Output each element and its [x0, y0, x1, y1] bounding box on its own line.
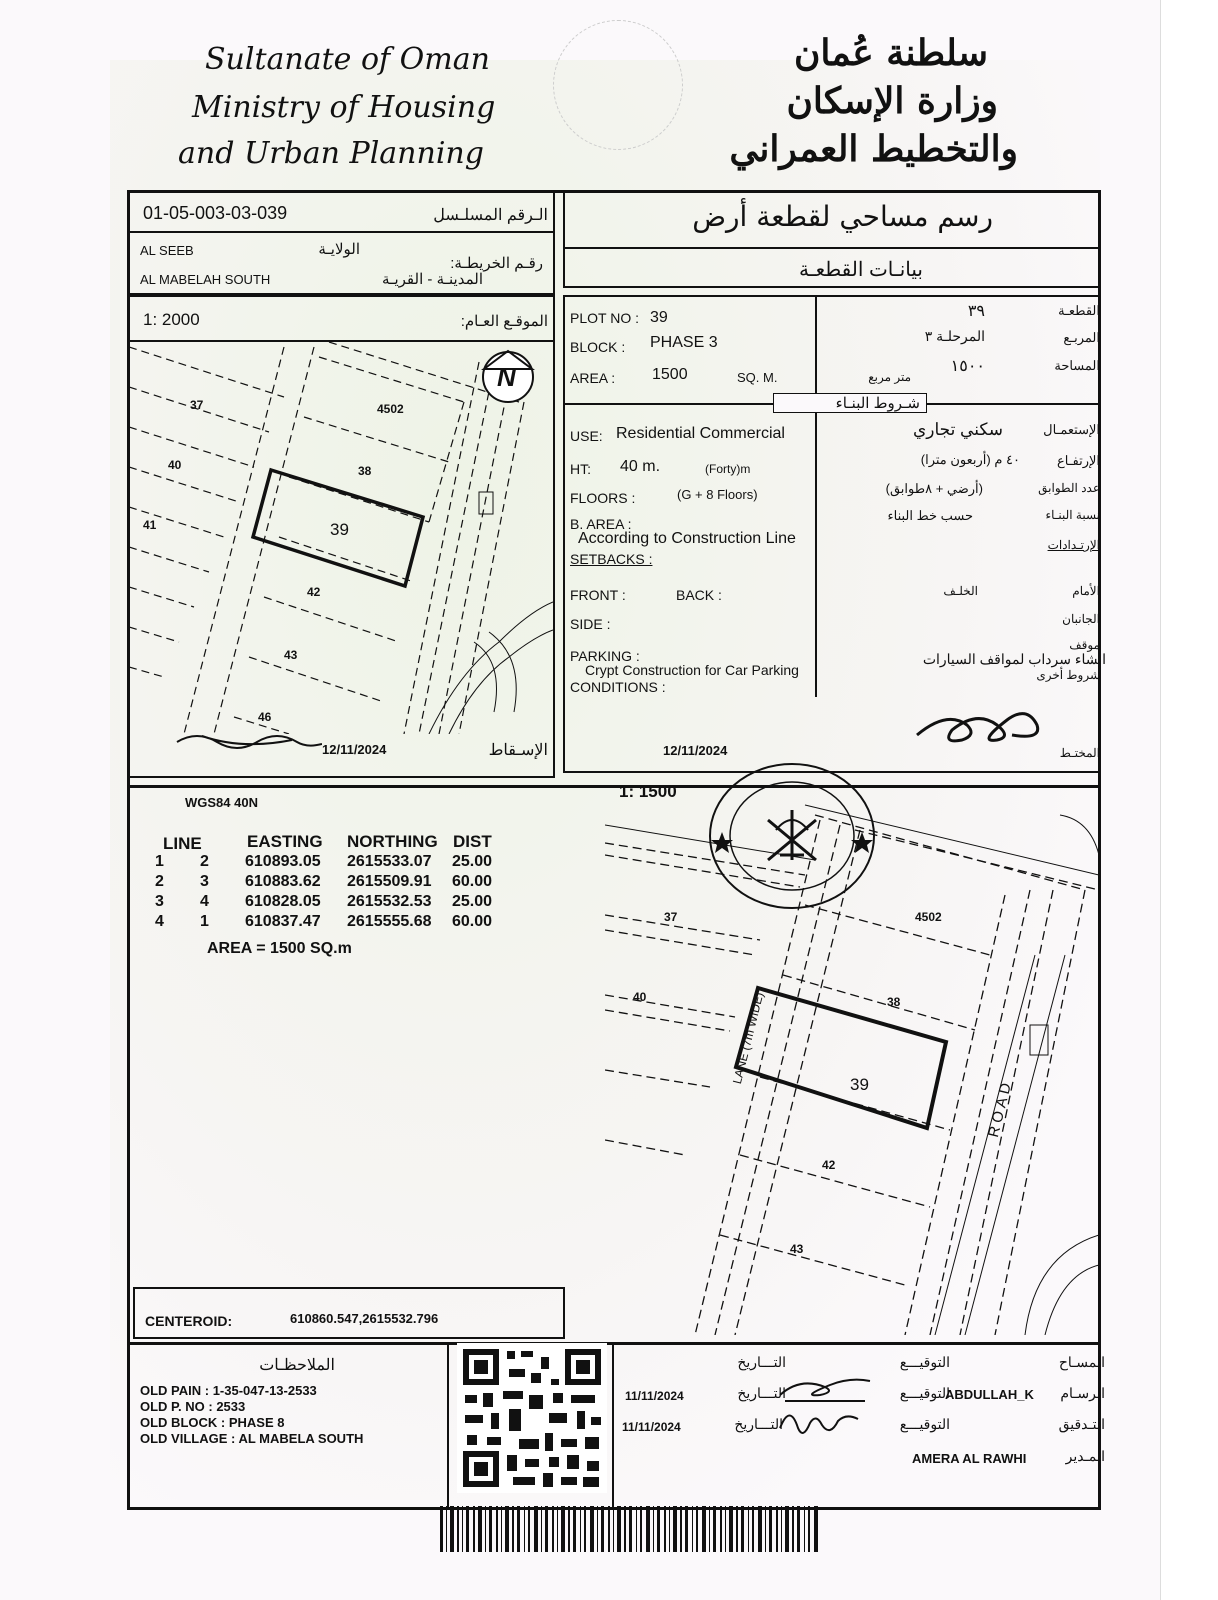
building-conditions-heading: شـروط البنـاء [773, 393, 927, 413]
location-plot-label: 37 [190, 398, 204, 412]
coord-row-from: 4 [155, 913, 164, 930]
road-label: ROAD [985, 1077, 1016, 1140]
map-number-label: رقـم الخريطـة: [450, 255, 543, 272]
planner-date: 12/11/2024 [663, 743, 728, 758]
location-plot-label: 38 [358, 464, 372, 478]
header-en-line3: and Urban Planning [178, 136, 484, 171]
director-label: المـدير [1065, 1448, 1105, 1464]
coord-row-dist: 60.00 [452, 913, 493, 930]
detail-plot-label: 40 [633, 990, 647, 1004]
header-en-line2: Ministry of Housing [192, 90, 496, 125]
signature-label: التوقيـــع [899, 1385, 950, 1401]
ar-block-label: المربـع [1063, 330, 1100, 345]
projection-date: 12/11/2024 [322, 742, 387, 757]
coord-row-from: 2 [155, 873, 164, 890]
coord-row-dist: 25.00 [452, 853, 493, 870]
column-divider [447, 1342, 449, 1510]
side-label: SIDE : [570, 616, 611, 632]
coord-row-northing: 2615555.68 [347, 913, 432, 930]
coord-area-total: AREA = 1500 SQ.m [207, 940, 352, 957]
location-plot-label: 4502 [377, 402, 404, 416]
use-label: USE: [570, 428, 603, 444]
divider [563, 247, 1101, 249]
ar-floors-label: عدد الطوابق [1038, 481, 1100, 495]
checker-date: 11/11/2024 [622, 1420, 681, 1434]
coord-row-northing: 2615532.53 [347, 893, 432, 910]
location-plot-label: 42 [307, 585, 321, 599]
header-ar-line3: والتخطيط العمراني [729, 128, 1018, 170]
coord-row-northing: 2615533.07 [347, 853, 432, 870]
built-area-value: According to Construction Line [578, 530, 796, 547]
coord-row-northing: 2615509.91 [347, 873, 432, 890]
signature-label: التوقيـــع [899, 1416, 950, 1432]
ar-front-label: الأمام [1072, 584, 1100, 598]
coord-row-to: 3 [200, 873, 209, 890]
note-line: OLD VILLAGE : AL MABELA SOUTH [140, 1431, 364, 1446]
official-stamp [706, 760, 878, 912]
ar-block-value: المرحلـة ٣ [924, 328, 985, 344]
plot-no-value: 39 [650, 309, 668, 326]
detail-map-scale: 1: 1500 [619, 782, 677, 801]
location-plot-label: 43 [284, 648, 298, 662]
plot-no-label: PLOT NO : [570, 310, 639, 326]
document-title: رسم مساحي لقطعة أرض [692, 200, 993, 233]
planner-signature [912, 700, 1062, 748]
village-label: المدينـة - القريـة [382, 271, 483, 288]
date-label: التـــاريخ [734, 1416, 783, 1432]
drafter-signature [775, 1373, 875, 1405]
area-value: 1500 [652, 366, 688, 383]
coord-header-northing: NORTHING [347, 832, 438, 851]
ar-height-value: ٤٠ م (أربعون مترا) [920, 452, 1020, 467]
director-name: AMERA AL RAWHI [912, 1451, 1027, 1466]
drafter-date: 11/11/2024 [625, 1389, 684, 1403]
qr-code [457, 1343, 607, 1493]
village-value: AL MABELAH SOUTH [140, 272, 271, 287]
floors-value: (G + 8 Floors) [677, 487, 758, 502]
general-location-label: الموقـع العـام: [460, 313, 548, 330]
projection-label: الإسـقاط [488, 742, 548, 759]
planner-label: المختـط [1059, 746, 1100, 760]
centroid-value: 610860.547,2615532.796 [290, 1311, 439, 1326]
conditions-label: CONDITIONS : [570, 679, 666, 695]
ar-area-label: المساحة [1054, 358, 1100, 373]
area-label: AREA : [570, 370, 616, 386]
height-label: HT: [570, 461, 591, 477]
ar-setbacks-label: الإرتـدادات [1047, 538, 1100, 552]
plot-data-heading: بيانـات القطعـة [798, 259, 923, 281]
note-line: OLD PAIN : 1-35-047-13-2533 [140, 1383, 317, 1398]
north-label: N [497, 362, 516, 392]
coord-row-easting: 610837.47 [245, 913, 321, 930]
coord-header-line: LINE [163, 834, 202, 853]
coord-row-to: 1 [200, 913, 209, 930]
column-divider [612, 1342, 614, 1510]
serial-number: 01-05-003-03-039 [143, 203, 288, 223]
datum-label: WGS84 40N [185, 795, 258, 810]
detail-plot-label: 43 [790, 1242, 804, 1256]
ar-area-unit: متر مربع [868, 370, 911, 384]
coord-header-easting: EASTING [247, 832, 323, 851]
coord-row-from: 1 [155, 853, 164, 870]
front-label: FRONT : [570, 587, 626, 603]
drafter-name: ABDULLAH_K [945, 1387, 1034, 1402]
parking-label: PARKING : [570, 648, 640, 664]
coord-row-to: 2 [200, 853, 209, 870]
projection-signature [172, 730, 322, 754]
block-value: PHASE 3 [650, 334, 718, 351]
ar-plot-label: القطعـة [1058, 303, 1100, 318]
ar-back-label: الخلـف [943, 584, 978, 598]
detail-plot-label-main: 39 [850, 1075, 869, 1094]
wilayat-value: AL SEEB [140, 243, 194, 258]
surveyor-label: المسـاح [1058, 1354, 1105, 1370]
location-plot-label: 41 [143, 518, 157, 532]
divider [127, 231, 555, 233]
height-value: 40 m. [620, 458, 661, 475]
serial-label: الـرقم المسلـسل [433, 207, 548, 224]
detail-plot-label: 38 [887, 995, 901, 1009]
section-divider [127, 785, 1101, 788]
ar-area-value: ١٥٠٠ [950, 358, 985, 375]
detail-plot-label: 37 [664, 910, 678, 924]
coord-row-dist: 25.00 [452, 893, 493, 910]
back-label: BACK : [676, 587, 722, 603]
header-ar-line1: سلطنة عُمان [793, 32, 988, 74]
ar-use-label: الإستعمـال [1043, 422, 1100, 437]
checker-signature [775, 1408, 865, 1438]
ar-parking-label: موقف [1069, 638, 1100, 652]
column-divider [815, 297, 817, 697]
ar-use-value: سكني تجاري [912, 420, 1003, 439]
wilayat-label: الولايـة [318, 241, 360, 258]
coord-header-dist: DIST [453, 832, 492, 851]
setbacks-label: SETBACKS : [570, 551, 653, 567]
block-label: BLOCK : [570, 339, 626, 355]
location-map-scale: 1: 2000 [143, 310, 200, 329]
coord-row-easting: 610883.62 [245, 873, 321, 890]
checker-label: التـدقيق [1058, 1416, 1105, 1432]
ar-parking-value: انشاء سرداب لمواقف السيارات [922, 651, 1106, 667]
signature-label: التوقيـــع [899, 1354, 950, 1370]
coord-row-dist: 60.00 [452, 873, 493, 890]
area-unit: SQ. M. [737, 370, 778, 385]
note-line: OLD P. NO : 2533 [140, 1399, 246, 1414]
use-value: Residential Commercial [616, 425, 785, 442]
watermark-seal [553, 20, 683, 150]
ar-conditions-label: شروط أخرى [1036, 668, 1100, 682]
barcode [440, 1506, 820, 1552]
header-en-line1: Sultanate of Oman [205, 42, 490, 77]
notes-heading: الملاحظـات [259, 1357, 335, 1374]
location-plot-label-main: 39 [330, 520, 349, 539]
location-plot-label: 46 [258, 710, 272, 724]
coord-row-easting: 610893.05 [245, 853, 321, 870]
lane-label: LANE (7m WIDE) [730, 990, 767, 1086]
location-plot-label: 40 [168, 458, 182, 472]
bottom-divider [127, 1342, 1101, 1345]
header-ar-line2: وزارة الإسكان [786, 80, 998, 122]
floors-label: FLOORS : [570, 490, 636, 506]
ar-side-label: الجانبان [1062, 612, 1100, 626]
centroid-label: CENTEROID: [145, 1313, 233, 1329]
date-label: التـــاريخ [737, 1354, 786, 1370]
drafter-label: الرسـام [1060, 1385, 1105, 1401]
coord-row-to: 4 [200, 893, 209, 910]
coord-row-easting: 610828.05 [245, 893, 321, 910]
detail-plot-label: 42 [822, 1158, 836, 1172]
detail-plot-label: 4502 [915, 910, 942, 924]
built-area-label: B. AREA : [570, 516, 632, 532]
date-label: التـــاريخ [737, 1385, 786, 1401]
ar-built-area-value: حسب خط البناء [887, 508, 973, 523]
coord-row-from: 3 [155, 893, 164, 910]
ar-built-area-label: نسبة البنـاء [1045, 508, 1100, 522]
note-line: OLD BLOCK : PHASE 8 [140, 1415, 285, 1430]
ar-plot-value: ٣٩ [967, 303, 985, 320]
height-note: (Forty)m [705, 462, 751, 476]
ar-floors-value: (أرضي + ٨طوابق) [885, 481, 983, 496]
ar-height-label: الإرتفـاع [1056, 453, 1100, 468]
parking-value: Crypt Construction for Car Parking [585, 662, 799, 678]
